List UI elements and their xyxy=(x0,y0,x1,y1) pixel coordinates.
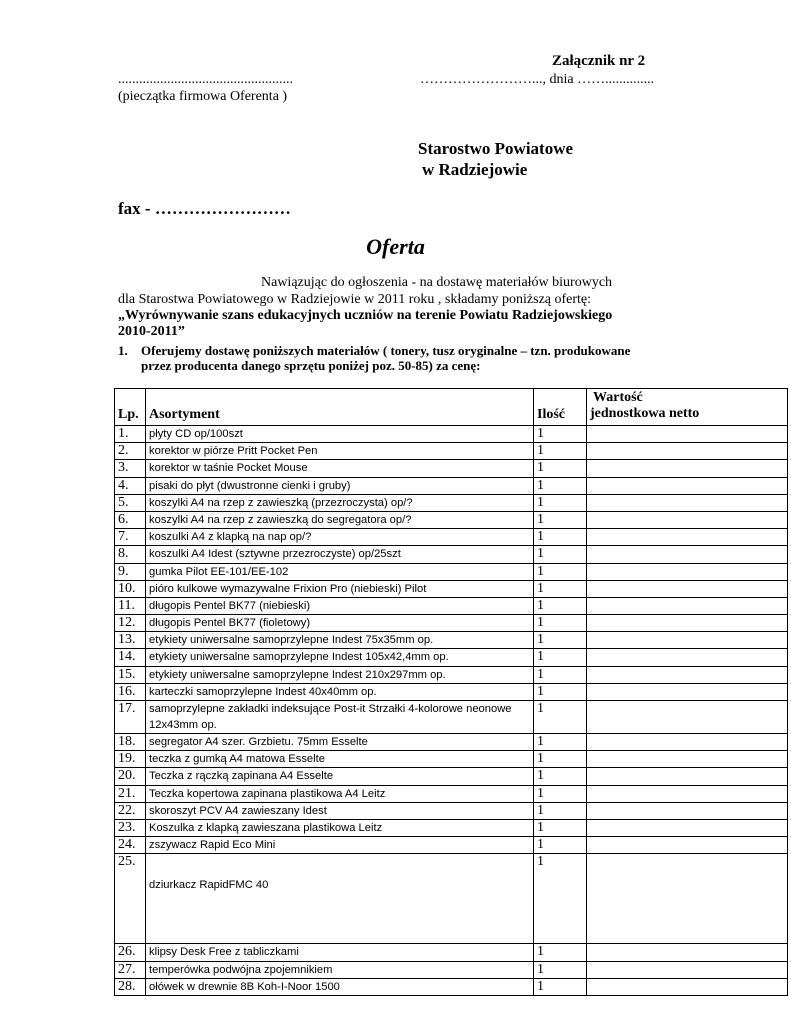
row-value-cell xyxy=(587,443,788,460)
row-lp: 27. xyxy=(115,961,146,978)
row-assortment: etykiety uniwersalne samoprzylepne Indest 105x42,4mm op. xyxy=(146,649,534,666)
point-number: 1. xyxy=(118,343,128,358)
table-row xyxy=(115,649,788,666)
header-value xyxy=(587,389,788,426)
table-row xyxy=(115,854,788,944)
header-qty: Ilość xyxy=(534,389,587,426)
row-value-cell xyxy=(587,683,788,700)
table-row xyxy=(115,426,788,443)
row-assortment: korektor w taśnie Pocket Mouse xyxy=(146,460,534,477)
table-row xyxy=(115,802,788,819)
row-qty: 1 xyxy=(534,632,587,649)
row-lp: 20. xyxy=(115,768,146,785)
row-value-cell xyxy=(587,546,788,563)
row-lp: 7. xyxy=(115,529,146,546)
row-lp: 28. xyxy=(115,978,146,995)
row-qty: 1 xyxy=(534,615,587,632)
row-qty: 1 xyxy=(534,751,587,768)
row-lp: 25. xyxy=(115,854,146,944)
table-row xyxy=(115,785,788,802)
row-qty: 1 xyxy=(534,426,587,443)
row-assortment: samoprzylepne zakładki indeksujące Post-it Strzałki 4-kolorowe neonowe 12x43mm op. xyxy=(146,701,534,734)
row-value-cell xyxy=(587,426,788,443)
row-value-cell xyxy=(587,615,788,632)
row-value-cell xyxy=(587,460,788,477)
row-value-cell xyxy=(587,701,788,734)
row-lp: 19. xyxy=(115,751,146,768)
place-date-line: ……………………..., dnia …….............. xyxy=(420,72,655,87)
row-assortment: ołówek w drewnie 8B Koh-I-Noor 1500 xyxy=(146,978,534,995)
row-value-cell xyxy=(587,768,788,785)
row-value-cell xyxy=(587,751,788,768)
row-assortment: korektor w piórze Pritt Pocket Pen xyxy=(146,443,534,460)
row-value-cell xyxy=(587,511,788,528)
row-lp: 26. xyxy=(115,944,146,961)
row-lp: 1. xyxy=(115,426,146,443)
row-lp: 5. xyxy=(115,494,146,511)
row-value-cell xyxy=(587,837,788,854)
row-lp: 4. xyxy=(115,477,146,494)
row-qty: 1 xyxy=(534,546,587,563)
row-value-cell xyxy=(587,494,788,511)
header-lp: Lp. xyxy=(115,389,146,426)
row-qty: 1 xyxy=(534,443,587,460)
row-value-cell xyxy=(587,785,788,802)
row-lp: 24. xyxy=(115,837,146,854)
row-lp: 10. xyxy=(115,580,146,597)
row-qty: 1 xyxy=(534,597,587,614)
row-qty: 1 xyxy=(534,768,587,785)
row-assortment: etykiety uniwersalne samoprzylepne Indest 210x297mm op. xyxy=(146,666,534,683)
row-value-cell xyxy=(587,802,788,819)
row-assortment: długopis Pentel BK77 (niebieski) xyxy=(146,597,534,614)
table-row xyxy=(115,701,788,734)
intro-line-1: Nawiązując do ogłoszenia - na dostawę materiałów biurowych xyxy=(261,275,613,290)
row-value-cell xyxy=(587,529,788,546)
row-lp: 23. xyxy=(115,819,146,836)
row-lp: 2. xyxy=(115,443,146,460)
page-title: Oferta xyxy=(366,234,425,259)
row-lp: 15. xyxy=(115,666,146,683)
items-table xyxy=(114,388,788,996)
row-qty: 1 xyxy=(534,819,587,836)
row-lp: 3. xyxy=(115,460,146,477)
table-row xyxy=(115,615,788,632)
row-assortment: pisaki do płyt (dwustronne cienki i gruby) xyxy=(146,477,534,494)
row-lp: 9. xyxy=(115,563,146,580)
table-header-row xyxy=(115,389,788,426)
row-assortment: Koszulka z klapką zawieszana plastikowa Leitz xyxy=(146,819,534,836)
table-row xyxy=(115,978,788,995)
row-qty: 1 xyxy=(534,701,587,734)
row-lp: 14. xyxy=(115,649,146,666)
table-row xyxy=(115,546,788,563)
row-qty: 1 xyxy=(534,460,587,477)
row-qty: 1 xyxy=(534,563,587,580)
row-qty: 1 xyxy=(534,837,587,854)
row-lp: 22. xyxy=(115,802,146,819)
row-qty: 1 xyxy=(534,649,587,666)
row-qty: 1 xyxy=(534,529,587,546)
header-assortment: Asortyment xyxy=(146,389,534,426)
table-row xyxy=(115,597,788,614)
row-assortment: długopis Pentel BK77 (fioletowy) xyxy=(146,615,534,632)
point-text-line-2: przez producenta danego sprzętu poniżej poz. 50-85) za cenę: xyxy=(141,358,481,373)
row-assortment: etykiety uniwersalne samoprzylepne Indest 75x35mm op. xyxy=(146,632,534,649)
table-row xyxy=(115,511,788,528)
row-qty: 1 xyxy=(534,961,587,978)
table-row xyxy=(115,751,788,768)
point-text-line-1: Oferujemy dostawę poniższych materiałów ( tonery, tusz oryginalne – tzn. produkowane xyxy=(141,343,631,358)
row-qty: 1 xyxy=(534,802,587,819)
row-qty: 1 xyxy=(534,854,587,944)
row-qty: 1 xyxy=(534,683,587,700)
row-assortment: koszulki A4 z klapką na nap op/? xyxy=(146,529,534,546)
row-lp: 8. xyxy=(115,546,146,563)
row-assortment: skoroszyt PCV A4 zawieszany Idest xyxy=(146,802,534,819)
attachment-label: Załącznik nr 2 xyxy=(552,53,646,69)
table-row xyxy=(115,494,788,511)
row-qty: 1 xyxy=(534,494,587,511)
row-value-cell xyxy=(587,477,788,494)
table-row xyxy=(115,632,788,649)
project-title-line-2: 2010-2011” xyxy=(118,324,185,339)
table-row xyxy=(115,683,788,700)
row-qty: 1 xyxy=(534,666,587,683)
row-assortment: koszulki A4 Idest (sztywne przezroczyste) op/25szt xyxy=(146,546,534,563)
row-qty: 1 xyxy=(534,511,587,528)
row-assortment: temperówka podwójna zpojemnikiem xyxy=(146,961,534,978)
row-assortment: gumka Pilot EE-101/EE-102 xyxy=(146,563,534,580)
row-assortment: koszylki A4 na rzep z zawieszką do segregatora op/? xyxy=(146,511,534,528)
row-assortment: segregator A4 szer. Grzbietu. 75mm Esselte xyxy=(146,734,534,751)
table-row xyxy=(115,944,788,961)
recipient-line-2: w Radziejowie xyxy=(422,160,528,179)
row-lp: 18. xyxy=(115,734,146,751)
table-row xyxy=(115,768,788,785)
recipient-line-1: Starostwo Powiatowe xyxy=(418,139,574,158)
row-value-cell xyxy=(587,978,788,995)
row-lp: 16. xyxy=(115,683,146,700)
row-assortment: zszywacz Rapid Eco Mini xyxy=(146,837,534,854)
row-lp: 6. xyxy=(115,511,146,528)
stamp-label: (pieczątka firmowa Oferenta ) xyxy=(118,89,288,104)
table-row xyxy=(115,961,788,978)
row-qty: 1 xyxy=(534,580,587,597)
header-value-line-2: jednostkowa netto xyxy=(590,406,700,421)
row-lp: 12. xyxy=(115,615,146,632)
row-value-cell xyxy=(587,819,788,836)
row-qty: 1 xyxy=(534,944,587,961)
table-row xyxy=(115,837,788,854)
row-value-cell xyxy=(587,632,788,649)
row-qty: 1 xyxy=(534,785,587,802)
row-value-cell xyxy=(587,734,788,751)
row-value-cell xyxy=(587,666,788,683)
row-lp: 11. xyxy=(115,597,146,614)
row-value-cell xyxy=(587,563,788,580)
row-assortment: dziurkacz RapidFMC 40 xyxy=(146,854,534,944)
row-value-cell xyxy=(587,649,788,666)
row-qty: 1 xyxy=(534,734,587,751)
row-assortment: pióro kulkowe wymazywalne Frixion Pro (niebieski) Pilot xyxy=(146,580,534,597)
row-lp: 21. xyxy=(115,785,146,802)
stamp-placeholder: .................................................. xyxy=(118,72,293,87)
row-value-cell xyxy=(587,961,788,978)
fax-line: fax - …………………… xyxy=(118,199,291,218)
row-assortment: koszylki A4 na rzep z zawieszką (przezroczysta) op/? xyxy=(146,494,534,511)
table-row xyxy=(115,477,788,494)
project-title-line-1: „Wyrównywanie szans edukacyjnych uczniów na terenie Powiatu Radziejowskiego xyxy=(118,308,613,323)
row-lp: 17. xyxy=(115,701,146,734)
table-row xyxy=(115,580,788,597)
table-row xyxy=(115,443,788,460)
row-value-cell xyxy=(587,854,788,944)
row-assortment: płyty CD op/100szt xyxy=(146,426,534,443)
row-assortment: karteczki samoprzylepne Indest 40x40mm op. xyxy=(146,683,534,700)
row-qty: 1 xyxy=(534,477,587,494)
header-value-line-1: Wartość xyxy=(593,390,643,405)
row-lp: 13. xyxy=(115,632,146,649)
row-assortment: Teczka z rączką zapinana A4 Esselte xyxy=(146,768,534,785)
row-value-cell xyxy=(587,944,788,961)
table-row xyxy=(115,529,788,546)
table-row xyxy=(115,734,788,751)
row-qty: 1 xyxy=(534,978,587,995)
row-value-cell xyxy=(587,597,788,614)
table-row xyxy=(115,460,788,477)
row-assortment: Teczka kopertowa zapinana plastikowa A4 Leitz xyxy=(146,785,534,802)
table-row xyxy=(115,819,788,836)
row-assortment: klipsy Desk Free z tabliczkami xyxy=(146,944,534,961)
row-value-cell xyxy=(587,580,788,597)
table-row xyxy=(115,563,788,580)
table-row xyxy=(115,666,788,683)
intro-line-2: dla Starostwa Powiatowego w Radziejowie w 2011 roku , składamy poniższą ofertę: xyxy=(118,292,592,307)
row-assortment: teczka z gumką A4 matowa Esselte xyxy=(146,751,534,768)
